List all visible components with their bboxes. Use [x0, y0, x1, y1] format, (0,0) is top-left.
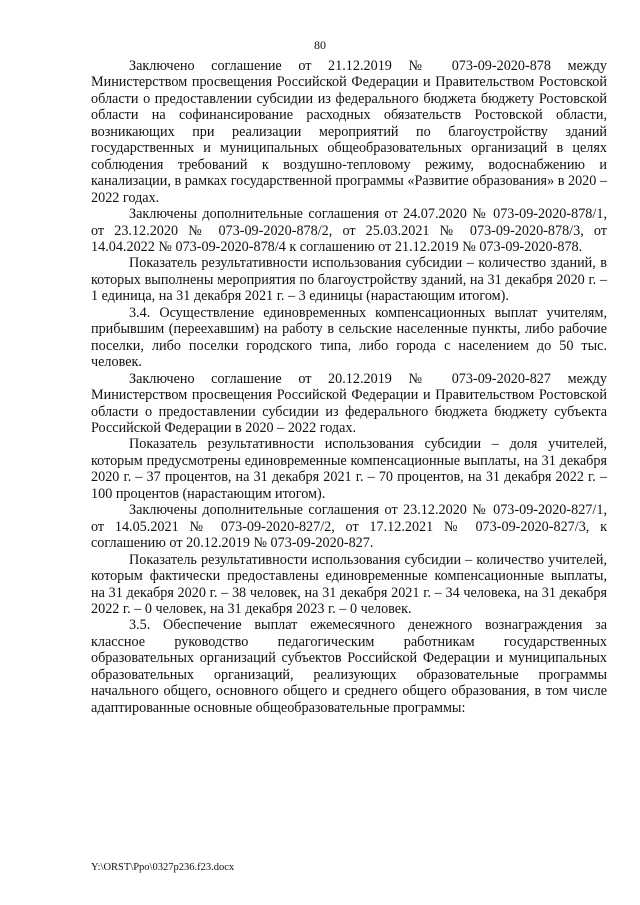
document-body	[91, 58, 607, 716]
paragraph-supplementary-878: Заключены дополнительные соглашения от 24.07.2020 № 073-09-2020-878/1, от 23.12.2020 № 073-09-2020-878/2, от 25.03.2021 № 073-09-2020-878/3, от 14.04.2022 № 073-09-2020-878/4 к соглашению от 21.12.2019 № 073-09-2020-878.	[91, 206, 607, 255]
paragraph-agreement-827: Заключено соглашение от 20.12.2019 № 073-09-2020-827 между Министерством просвещения Российской Федерации и Правительством Ростовской области о предоставлении субсидии из федерального бюджета бюджету субъекта Российской Федерации в 2020 – 2022 годах.	[91, 370, 607, 436]
paragraph-supplementary-827: Заключены дополнительные соглашения от 23.12.2020 № 073-09-2020-827/1, от 14.05.2021 № 073-09-2020-827/2, от 17.12.2021 № 073-09-2020-827/3, к соглашению от 20.12.2019 № 073-09-2020-827.	[91, 502, 607, 552]
paragraph-section-3-5: 3.5. Обеспечение выплат ежемесячного денежного вознаграждения за классное руководство педагогическим работникам государственных образовательных организаций субъектов Российской Федерации и муниципальных образовательных организаций, реализующих образовательные программы начального общего, основного общего и среднего общего образования, в том числе адаптированные основные общеобразовательные программы:	[91, 617, 607, 716]
page-number: 80	[314, 38, 326, 52]
paragraph-agreement-878: Заключено соглашение от 21.12.2019 № 073-09-2020-878 между Министерством просвещения Российской Федерации и Правительством Ростовской области о предоставлении субсидии из федерального бюджета бюджету Ростовской области на софинансирование расходных обязательств Ростовской области, возникающих при реализации мероприятий по благоустройству зданий государственных и муниципальных общеобразовательных организаций в целях соблюдения требований к воздушно-тепловому режиму, водоснабжению и канализации, в рамках государственной программы «Развитие образования» в 2020 – 2022 годах.	[91, 58, 607, 206]
footer-file-path: Y:\ORST\Ppo\0327p236.f23.docx	[91, 862, 235, 873]
paragraph-indicator-buildings: Показатель результативности использования субсидии – количество зданий, в которых выполнены мероприятия по благоустройству зданий, на 31 декабря 2020 г. – 1 единица, на 31 декабря 2021 г. – 3 единицы (нарастающим итогом).	[91, 255, 607, 305]
paragraph-indicator-teacher-share: Показатель результативности использования субсидии – доля учителей, которым предусмотрены единовременные компенсационные выплаты, на 31 декабря 2020 г. – 37 процентов, на 31 декабря 2021 г. – 70 процентов, на 31 декабря 2022 г. – 100 процентов (нарастающим итогом).	[91, 436, 607, 502]
paragraph-indicator-teacher-count: Показатель результативности использования субсидии – количество учителей, которым фактически предоставлены единовременные компенсационные выплаты, на 31 декабря 2020 г. – 38 человек, на 31 декабря 2021 г. – 34 человека, на 31 декабря 2022 г. – 0 человек, на 31 декабря 2023 г. – 0 человек.	[91, 551, 607, 617]
paragraph-section-3-4: 3.4. Осуществление единовременных компенсационных выплат учителям, прибывшим (переехавшим) на работу в сельские населенные пункты, либо рабочие поселки, либо поселки городского типа, либо города с населением до 50 тыс. человек.	[91, 304, 607, 371]
